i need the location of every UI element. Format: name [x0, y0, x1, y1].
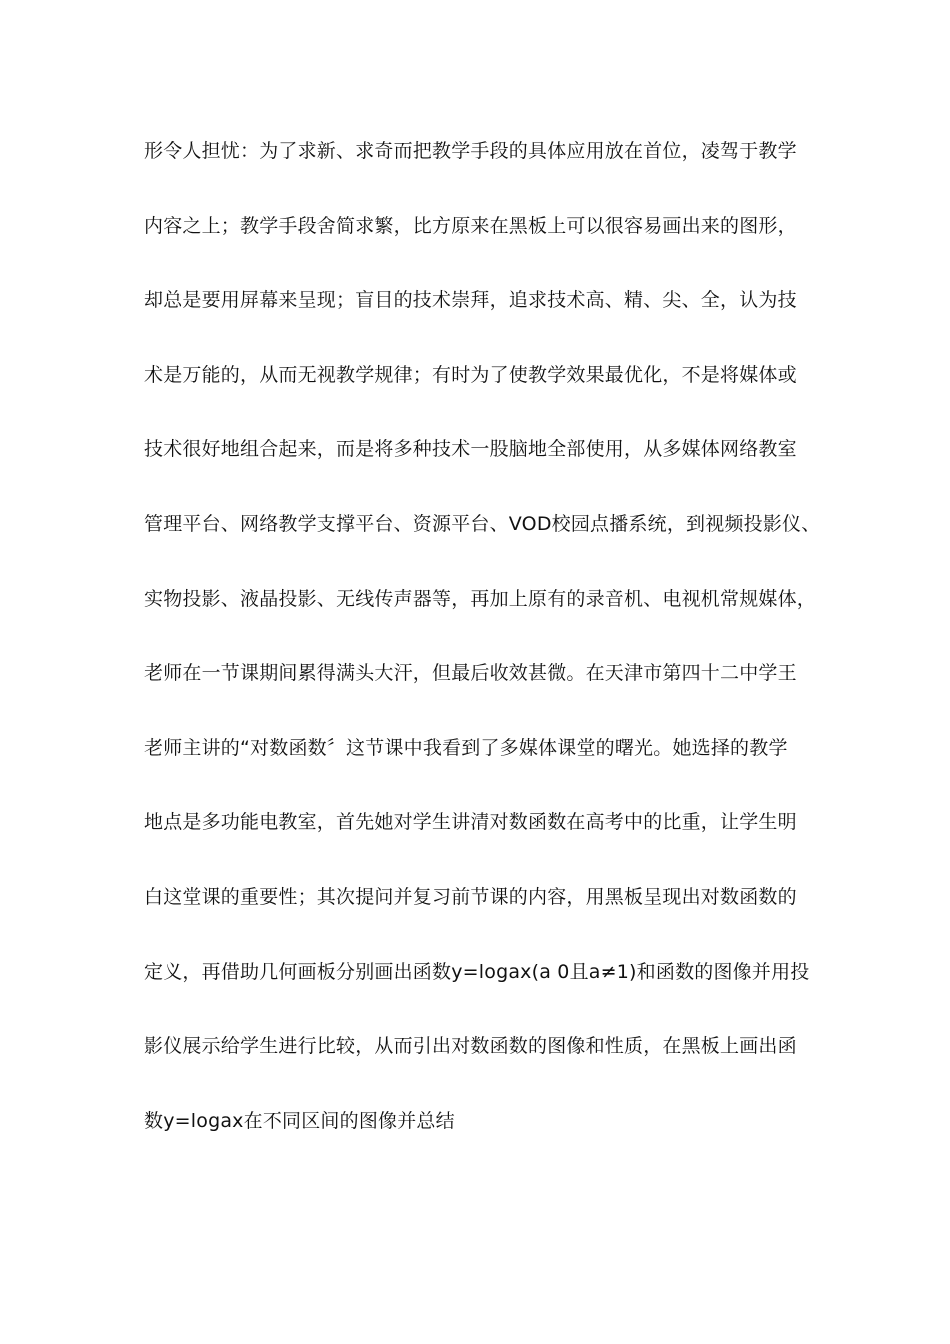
text-line: 定义，再借助几何画板分别画出函数y=logax(a 0且a≠1)和函数的图像并用投 — [144, 960, 810, 983]
text-line: 实物投影、液晶投影、无线传声器等，再加上原有的录音机、电视机常规媒体， — [144, 587, 817, 610]
body-text — [144, 130, 824, 1174]
text-line: 技术很好地组合起来，而是将多种技术一股脑地全部使用，从多媒体网络教室 — [144, 438, 797, 461]
text-line: 白这堂课的重要性；其次提问并复习前节课的内容，用黑板呈现出对数函数的 — [144, 885, 797, 908]
text-line: 形令人担忧：为了求新、求奇而把教学手段的具体应用放在首位，凌驾于教学 — [144, 140, 797, 162]
text-line: 术是万能的，从而无视教学规律；有时为了使教学效果最优化，不是将媒体或 — [144, 363, 797, 386]
text-line: 数y=logax在不同区间的图像并总结 — [144, 1109, 455, 1132]
text-line: 老师主讲的“对数函数〞这节课中我看到了多媒体课堂的曙光。她选择的教学 — [144, 736, 788, 759]
text-line: 地点是多功能电教室，首先她对学生讲清对数函数在高考中的比重，让学生明 — [144, 811, 797, 834]
text-line: 内容之上；教学手段舍简求繁，比方原来在黑板上可以很容易画出来的图形， — [144, 214, 797, 237]
text-line: 影仪展示给学生进行比较，从而引出对数函数的图像和性质，在黑板上画出函 — [144, 1035, 797, 1058]
text-line: 却总是要用屏幕来呈现；盲目的技术崇拜，追求技术高、精、尖、全，认为技 — [144, 289, 797, 312]
text-line: 老师在一节课期间累得满头大汗，但最后收效甚微。在天津市第四十二中学王 — [144, 662, 797, 685]
text-line: 管理平台、网络教学支撑平台、资源平台、VOD校园点播系统，到视频投影仪、 — [144, 512, 821, 535]
